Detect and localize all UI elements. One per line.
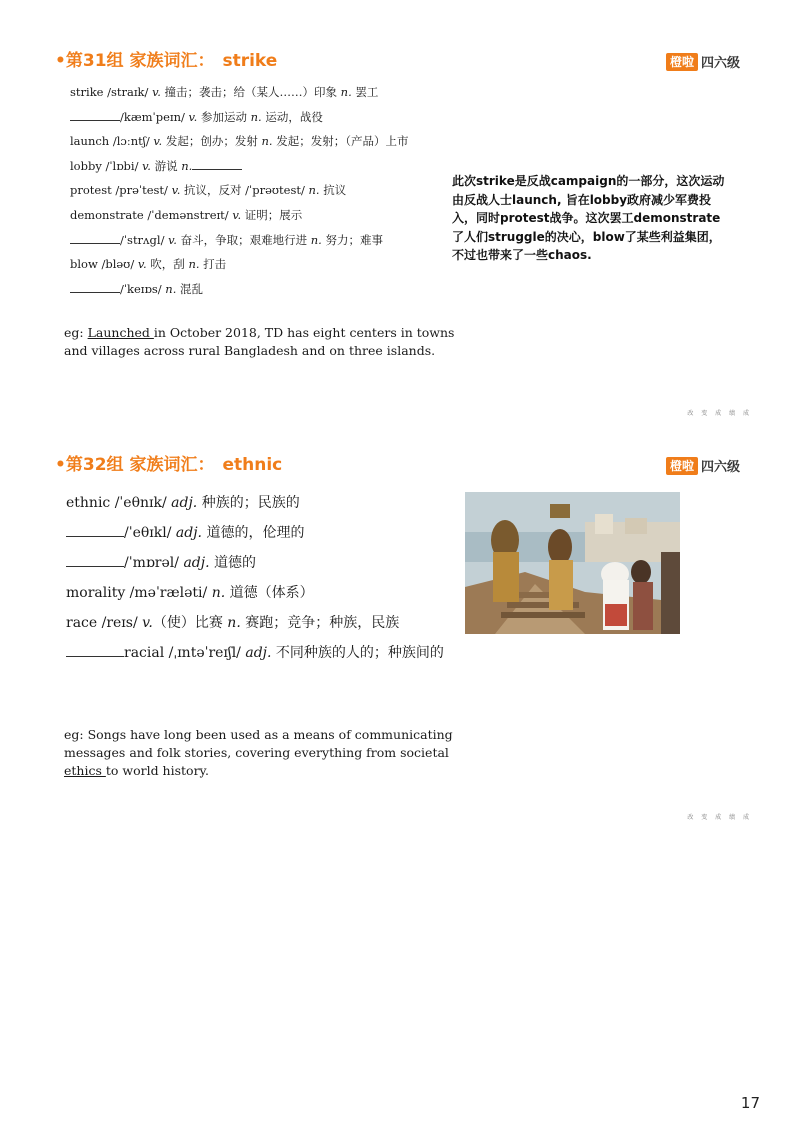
example-keyword: ethics [64, 763, 106, 778]
brand-badge [666, 456, 740, 475]
vocab-list [66, 488, 444, 668]
brand-logo: 橙啦 [666, 53, 698, 71]
group-title-word: strike [222, 51, 278, 71]
footer-slogan: 改 变 成 绩 成 [687, 410, 752, 417]
brand-badge [666, 52, 740, 71]
group-title-prefix: •第32组 家族词汇： [55, 455, 215, 475]
vocab-item: /ˈkeɪɒs/ n. 混乱 [70, 277, 408, 302]
group-title-word: ethnic [222, 455, 283, 475]
group-title [55, 450, 282, 475]
example-sentence: eg: Launched in October 2018, TD has eight centers in towns and villages across rural Bangladesh and on three islands. [64, 325, 455, 358]
section-strike [0, 0, 800, 430]
vocab-item: lobby /ˈlɒbi/ v. 游说 n. [70, 154, 408, 179]
vocab-item: strike /straɪk/ v. 撞击；袭击；给（某人……）印象 n. 罢工 [70, 85, 379, 99]
vocab-item: racial /ˌɪntəˈreɪʃl/ adj. 不同种族的人的；种族间的 [66, 638, 444, 668]
vocab-item: launch /lɔːntʃ/ v. 发起；创办；发射 n. 发起；发射；（产品）上市 [70, 134, 409, 149]
illustration-painting [465, 492, 680, 634]
fill-blank [70, 232, 120, 244]
memory-story-note: 此次strike是反战campaign的一部分，这次运动由反战人士launch, 旨在lobby政府减少军费投入，同时protest战争。这次罢工demonstrate了人们struggle的决心，blow了某些利益集团，不过也带来了一些chaos. [452, 174, 725, 262]
fill-blank [66, 522, 124, 537]
vocab-item: blow /bləʊ/ v. 吹，刮 n. 打击 [70, 257, 227, 272]
vocab-list [70, 80, 408, 301]
vocab-item: /ˈmɒrəl/ adj. 道德的 [66, 548, 444, 578]
fill-blank [192, 158, 242, 170]
vocab-item: /ˈeθɪkl/ adj. 道德的，伦理的 [66, 518, 444, 548]
page-number: 17 [740, 1094, 760, 1112]
brand-level: 四六级 [700, 460, 740, 475]
example-keyword: Launched [87, 325, 154, 340]
group-title [55, 46, 277, 71]
vocab-item: race /reɪs/ v.（使）比赛 n. 赛跑；竞争；种族，民族 [66, 615, 400, 631]
vocab-item: /kæmˈpeɪn/ v. 参加运动 n. 运动，战役 [70, 105, 408, 130]
footer-slogan: 改 变 成 绩 成 [687, 814, 752, 821]
fill-blank [70, 109, 120, 121]
vocab-item: ethnic /ˈeθnɪk/ adj. 种族的；民族的 [66, 495, 300, 511]
vocab-item: protest /prəˈtest/ v. 抗议，反对 /ˈprəʊtest/ n. 抗议 [70, 183, 347, 198]
illustration-image [465, 492, 680, 634]
brand-logo: 橙啦 [666, 457, 698, 475]
vocab-item: demonstrate /ˈdemənstreɪt/ v. 证明；展示 [70, 207, 303, 222]
brand-level: 四六级 [700, 56, 740, 71]
fill-blank [70, 281, 120, 293]
section-ethnic [0, 440, 800, 840]
group-title-prefix: •第31组 家族词汇： [55, 51, 215, 71]
vocab-item: morality /məˈræləti/ n. 道德（体系） [66, 585, 314, 601]
example-sentence: eg: Songs have long been used as a means of communicating messages and folk stories, covering everything from societal ethics to world history. [64, 727, 453, 778]
fill-blank [66, 552, 124, 567]
vocab-item: /ˈstrʌgl/ v. 奋斗，争取；艰难地行进 n. 努力；难事 [70, 228, 408, 253]
fill-blank [66, 642, 124, 657]
